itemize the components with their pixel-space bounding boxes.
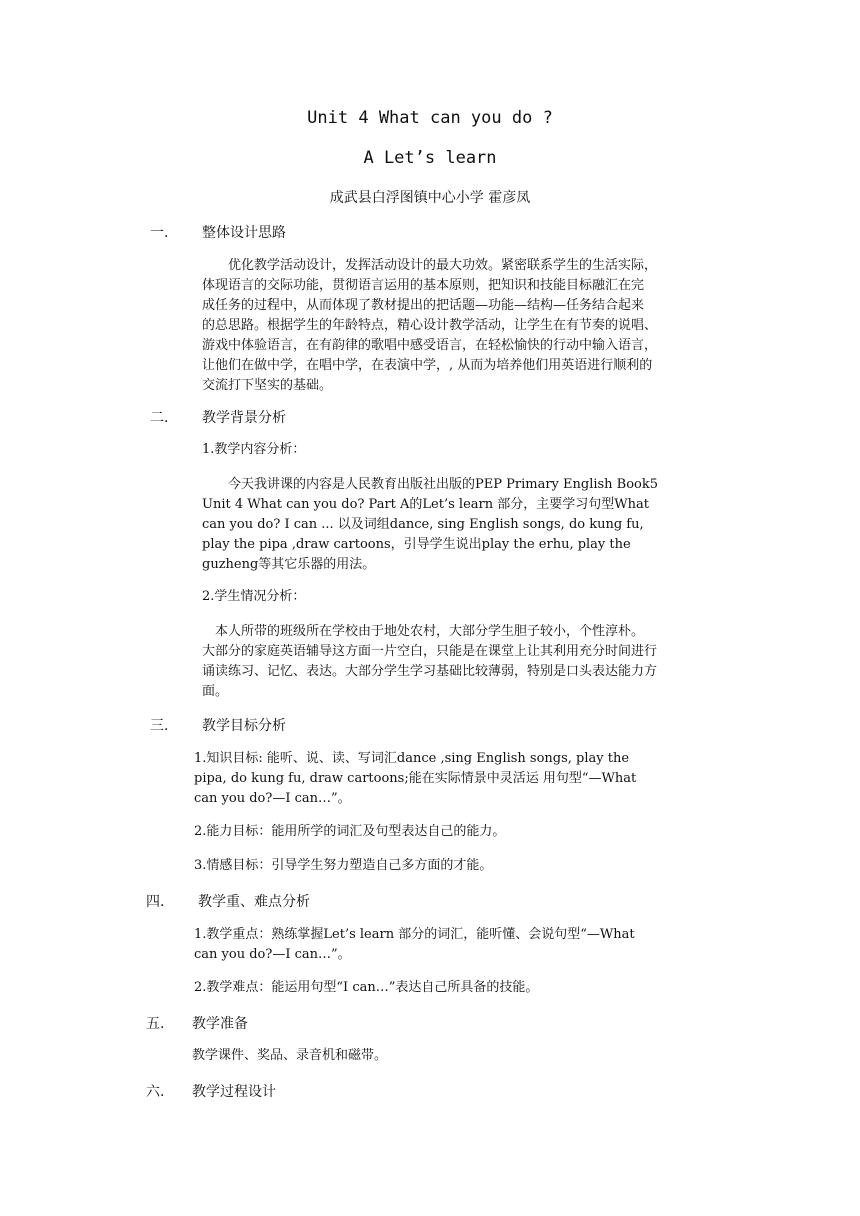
- section-2-number: 二.: [150, 410, 169, 426]
- paragraph-line: 1.知识目标: 能听、说、读、写词汇dance ,sing English songs, play the: [194, 751, 630, 766]
- section-3-heading: 教学目标分析: [202, 718, 286, 734]
- section-4-item-1: [194, 925, 635, 965]
- document-subtitle: A Let’s learn: [363, 148, 497, 168]
- paragraph-line: 成任务的过程中，从而体现了教材提出的把话题—功能—结构—任务结合起来: [202, 298, 645, 313]
- paragraph-line: can you do?—I can…”。: [194, 947, 351, 962]
- paragraph-line: 游戏中体验语言，在有韵律的歌唱中感受语言，在轻松愉快的行动中输入语言，: [202, 338, 658, 353]
- section-5-number: 五.: [146, 1016, 165, 1032]
- section-3-item-1: [194, 749, 636, 809]
- paragraph-line: play the pipa ,draw cartoons，引导学生说出play the erhu, play the: [202, 537, 631, 552]
- paragraph-line: 交流打下坚实的基础。: [202, 378, 333, 393]
- section-1-heading: 整体设计思路: [202, 225, 286, 241]
- paragraph-line: 今天我讲课的内容是人民教育出版社出版的PEP Primary English Book5: [202, 477, 659, 492]
- paragraph-line: pipa, do kung fu, draw cartoons;能在实际情景中灵活运 用句型“—What: [194, 771, 637, 786]
- section-2-sub-1-paragraph: [202, 475, 658, 575]
- paragraph-line: 的总思路。根据学生的年龄特点，精心设计教学活动，让学生在有节奏的说唱、: [202, 318, 658, 333]
- section-4-item-2: 2.教学难点：能运用句型“I can…”表达自己所具备的技能。: [194, 980, 539, 995]
- section-6-number: 六.: [146, 1084, 165, 1100]
- paragraph-line: 1.教学重点：熟练掌握Let’s learn 部分的词汇，能听懂、会说句型“—What: [194, 927, 635, 942]
- paragraph-line: 优化教学活动设计，发挥活动设计的最大功效。紧密联系学生的生活实际，: [202, 258, 658, 273]
- paragraph-line: 让他们在做中学，在唱中学，在表演中学，, 从而为培养他们用英语进行顺利的: [202, 358, 653, 373]
- paragraph-line: 面。: [202, 684, 229, 699]
- section-3-number: 三.: [150, 718, 169, 734]
- paragraph-line: 体现语言的交际功能，贯彻语言运用的基本原则，把知识和技能目标融汇在完: [202, 278, 645, 293]
- section-2-sub-1: 1.教学内容分析：: [202, 442, 306, 457]
- section-3-item-3: 3.情感目标：引导学生努力塑造自己多方面的才能。: [194, 858, 493, 873]
- section-4-heading: 教学重、难点分析: [198, 894, 310, 910]
- section-5-heading: 教学准备: [192, 1016, 248, 1032]
- section-2-heading: 教学背景分析: [202, 410, 286, 426]
- section-2-sub-2-paragraph: [202, 622, 657, 702]
- section-4-number: 四.: [146, 894, 165, 910]
- document-title: Unit 4 What can you do ?: [307, 108, 553, 128]
- paragraph-line: 大部分的家庭英语辅导这方面一片空白，只能是在课堂上让其利用充分时间进行: [202, 644, 658, 659]
- section-1-number: 一.: [150, 225, 169, 241]
- section-1-paragraph: [202, 256, 657, 396]
- paragraph-line: 本人所带的班级所在学校由于地处农村，大部分学生胆子较小，个性淳朴。: [202, 624, 645, 639]
- paragraph-line: guzheng等其它乐器的用法。: [202, 557, 376, 572]
- section-2-sub-2: 2.学生情况分析：: [202, 589, 306, 604]
- paragraph-line: 诵读练习、记忆、表达。大部分学生学习基础比较薄弱，特别是口头表达能力方: [202, 664, 658, 679]
- paragraph-line: Unit 4 What can you do? Part A的Let’s learn 部分，主要学习句型What: [202, 497, 649, 512]
- section-6-heading: 教学过程设计: [192, 1084, 276, 1100]
- paragraph-line: can you do? I can ... 以及词组dance, sing English songs, do kung fu,: [202, 517, 644, 532]
- section-5-text: 教学课件、奖品、录音机和磁带。: [192, 1048, 388, 1063]
- paragraph-line: can you do?—I can…”。: [194, 791, 351, 806]
- author-line: 成武县白浮图镇中心小学 霍彦凤: [329, 190, 531, 206]
- section-3-item-2: 2.能力目标：能用所学的词汇及句型表达自己的能力。: [194, 824, 506, 839]
